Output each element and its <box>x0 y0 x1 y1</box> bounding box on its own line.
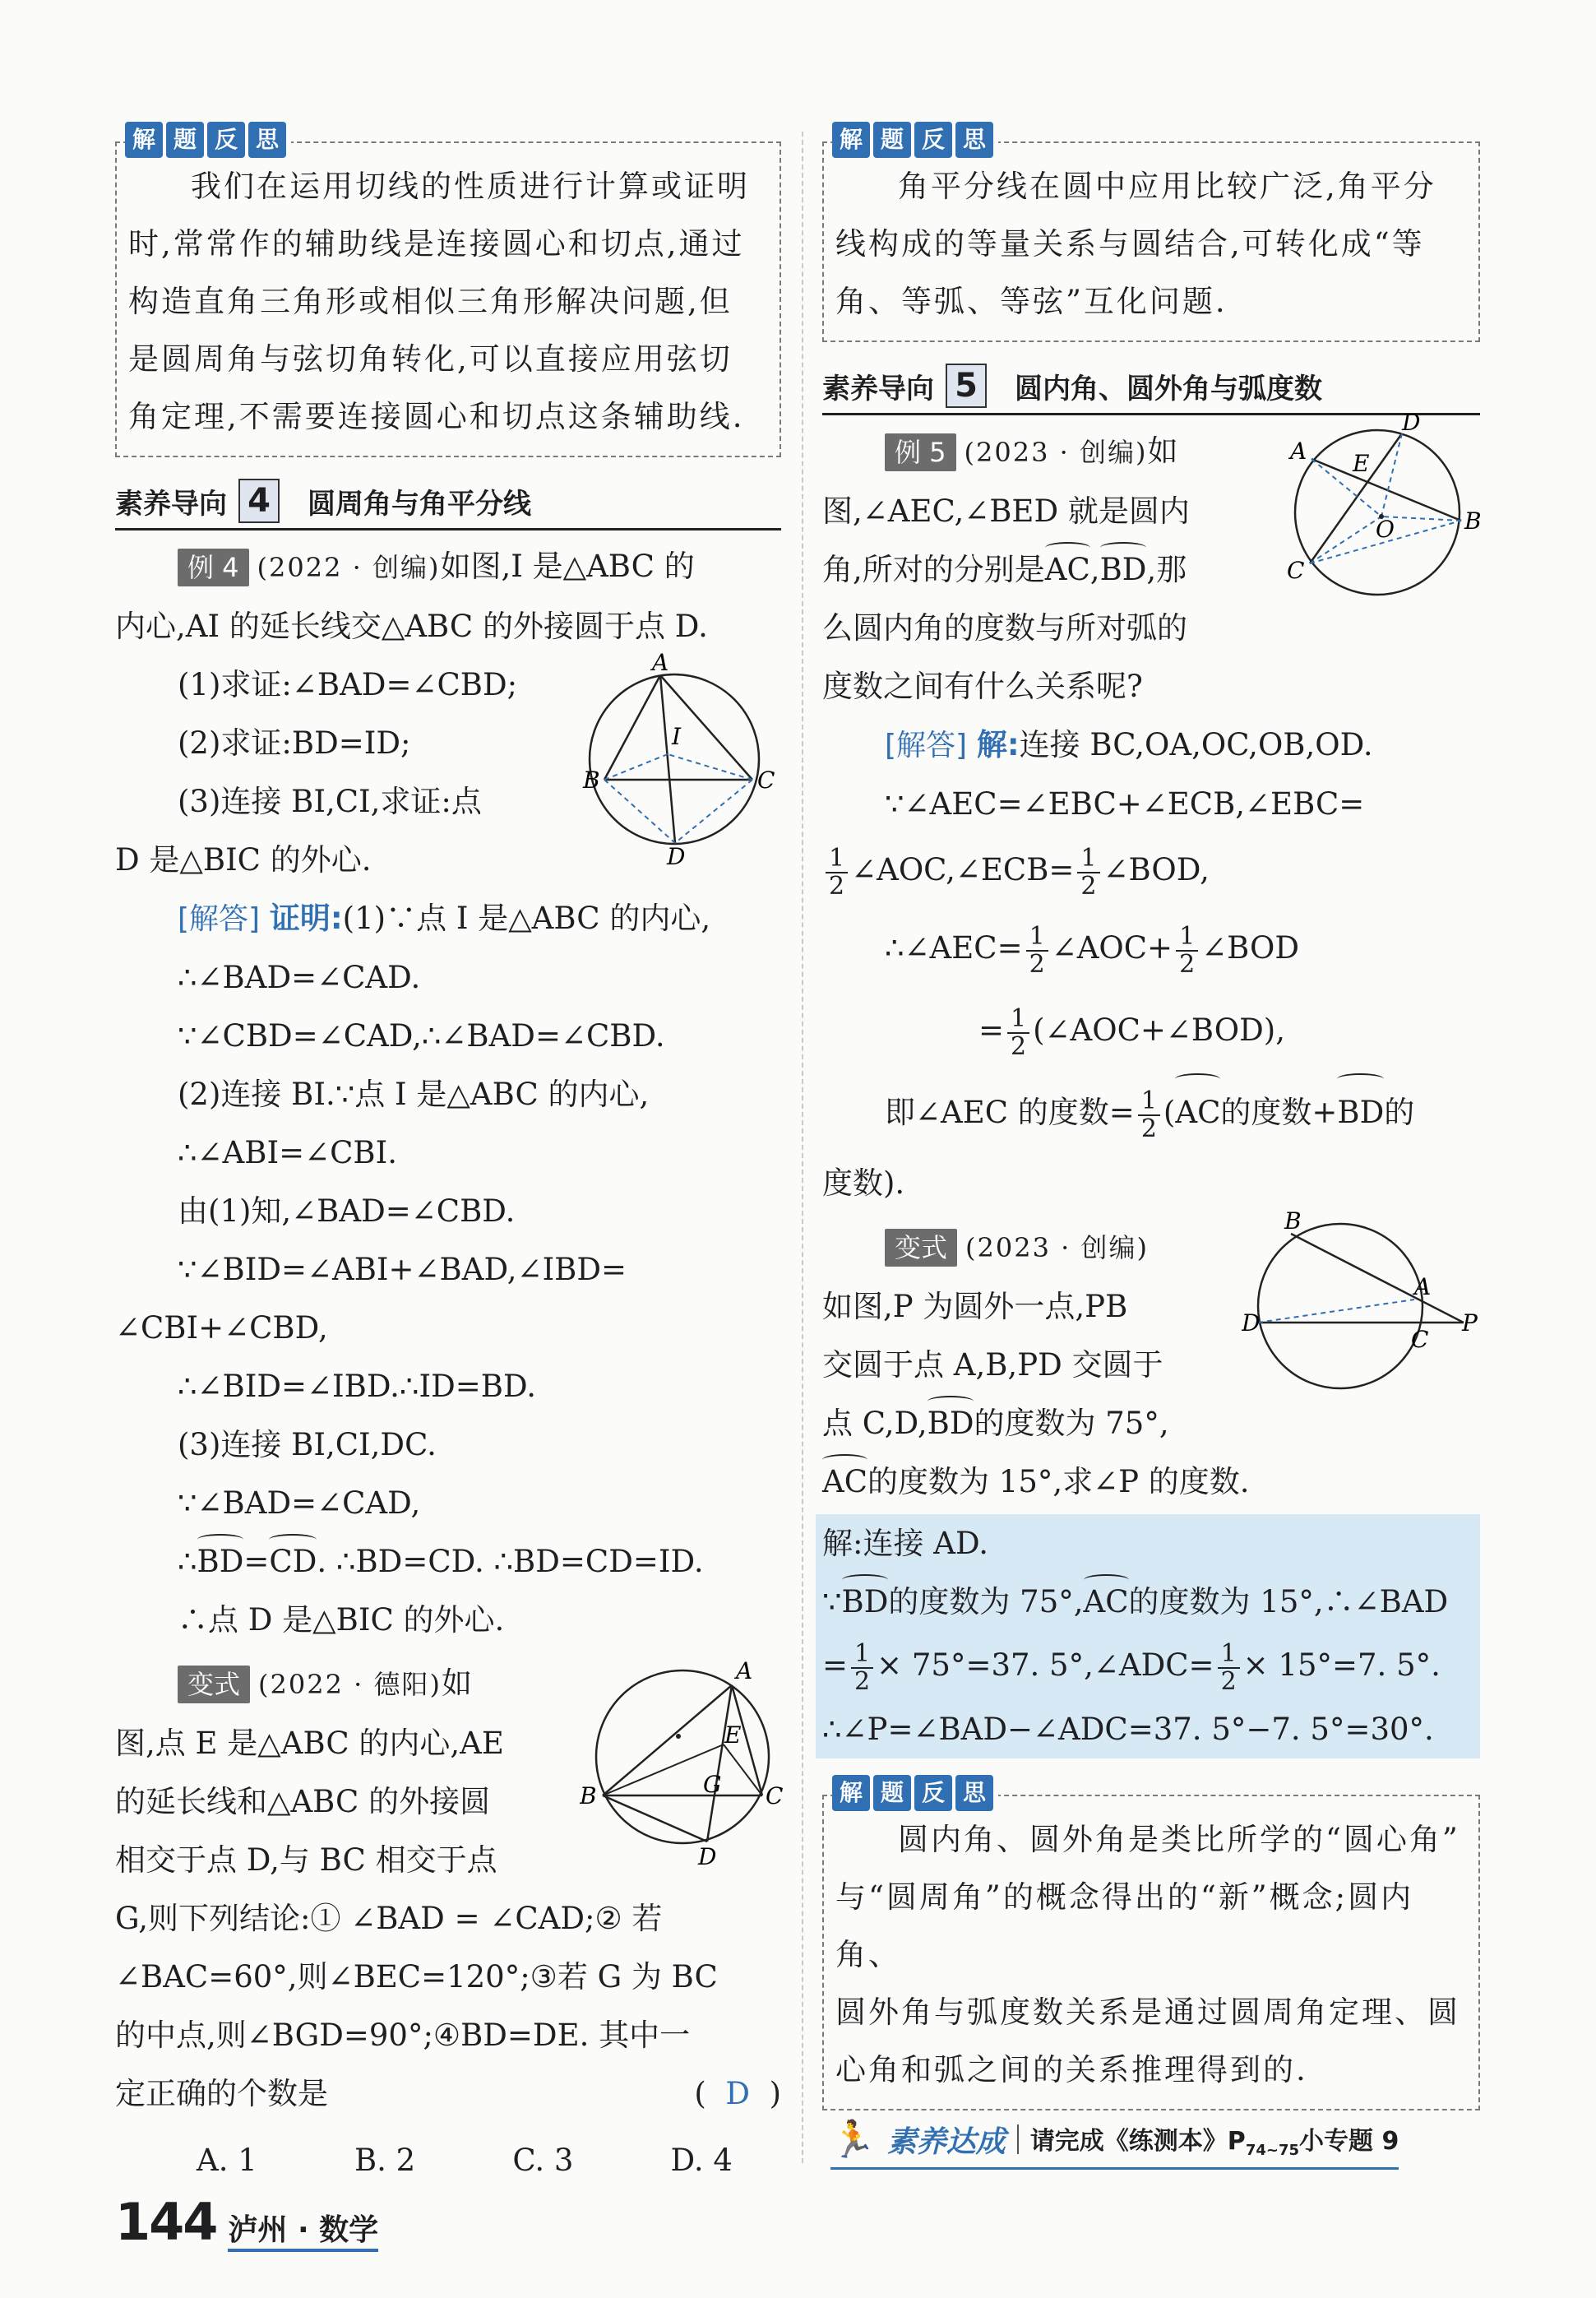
text: ∵ <box>822 1584 842 1619</box>
solution-step: ∴∠P=∠BAD−∠ADC=37. 5°−7. 5°=30°. <box>822 1712 1434 1747</box>
solution-step: ∵∠BID=∠ABI+∠BAD,∠IBD= <box>178 1252 627 1287</box>
label-A: A <box>1414 1273 1432 1300</box>
reflection-line: 心角和弧之间的关系推理得到的. <box>835 2052 1308 2087</box>
reflection-line: 角、等弧、等弦”互化问题. <box>835 284 1228 319</box>
problem-text: 如 <box>1147 433 1178 469</box>
numerator: 1 <box>1077 846 1099 873</box>
numerator: 1 <box>1026 924 1048 952</box>
solution-step: 连接 BC,OA,OC,OB,OD. <box>1019 727 1373 762</box>
solution-step: ∴∠BAD=∠CAD. <box>178 960 421 995</box>
solution-step: 由(1)知,∠BAD=∠CBD. <box>178 1193 516 1229</box>
text: , <box>1089 552 1100 587</box>
label-D: D <box>698 1843 717 1868</box>
variant-tag: 变式 <box>178 1666 250 1703</box>
text: × 75°=37. 5°,∠ADC= <box>877 1647 1214 1683</box>
text: 角,所对的分别是 <box>822 552 1045 587</box>
tag-char: 反 <box>914 122 952 158</box>
answer-line <box>115 889 781 948</box>
variant-tag: 变式 <box>885 1229 957 1267</box>
arc-BD: BD <box>928 1394 974 1452</box>
arc-AC: AC <box>1175 1072 1220 1154</box>
numerator: 1 <box>826 846 848 873</box>
solution-step <box>115 1532 781 1591</box>
fraction-half <box>1007 1003 1029 1061</box>
page-footer <box>115 2192 378 2252</box>
numerator: 1 <box>1007 1006 1029 1034</box>
label-G: G <box>703 1771 722 1798</box>
arc-AC: AC <box>1084 1573 1129 1631</box>
numerator: 1 <box>1176 924 1198 952</box>
arc-AC: AC <box>1045 540 1090 599</box>
reflection-box-3 <box>822 1779 1480 2110</box>
figure-ex4 <box>571 652 777 869</box>
page-range: 74~75 <box>1245 2141 1299 2159</box>
solution-step: ∠CBI+∠CBD, <box>115 1310 328 1346</box>
label-C: C <box>757 767 775 794</box>
tag-char: 思 <box>955 1775 993 1811</box>
solution-step: ∵∠AEC=∠EBC+∠ECB,∠EBC= <box>885 786 1365 822</box>
text: ∠BOD, <box>1103 852 1210 887</box>
text: = <box>822 1647 849 1683</box>
choices <box>115 2136 781 2185</box>
label-A: A <box>1290 438 1307 465</box>
example-source: (2023 · 创编) <box>964 437 1148 468</box>
solution-step <box>822 1072 1480 1154</box>
solution-step: ∴∠BID=∠IBD.∴ID=BD. <box>178 1369 537 1404</box>
runner-icon: 🏃 <box>830 2119 876 2161</box>
reflection-line: 时,常常作的辅助线是连接圆心和切点,通过 <box>128 226 745 262</box>
label-C: C <box>1411 1326 1429 1353</box>
problem-text: 交圆于点 A,B,PD 交圆于 <box>822 1347 1163 1383</box>
arc-CD: CD <box>269 1532 317 1591</box>
figure-ex5 <box>1279 414 1480 623</box>
solution-step <box>822 1573 1480 1631</box>
choice-D: D. 4 <box>670 2143 733 2178</box>
reflection-line: 角平分线在圆中应用比较广泛,角平分 <box>898 169 1436 204</box>
text: 点 C,D, <box>822 1406 928 1441</box>
label-D: D <box>667 843 686 866</box>
label-B: B <box>580 1782 597 1809</box>
reflection-line: 角定理,不需要连接圆心和切点这条辅助线. <box>128 399 745 434</box>
text: 的度数为 15°,求∠P 的度数. <box>867 1464 1250 1499</box>
text: 即∠AEC 的度数= <box>885 1095 1135 1130</box>
arc-BD: BD <box>197 1532 244 1591</box>
solution-step: ∵∠CBD=∠CAD,∴∠BAD=∠CBD. <box>178 1018 665 1054</box>
example-tag: 例 5 <box>885 433 956 471</box>
denominator: 2 <box>854 1666 871 1696</box>
choice-C: C. 3 <box>512 2143 574 2178</box>
label-P: P <box>1462 1309 1478 1337</box>
fraction-half <box>826 843 848 901</box>
label-I: I <box>672 723 682 750</box>
text: 的 <box>1384 1095 1415 1130</box>
text: 的度数+ <box>1220 1095 1338 1130</box>
fraction-half <box>851 1638 873 1696</box>
answer-tag: [解答] <box>178 902 261 936</box>
section-heading-5 <box>822 364 1480 415</box>
label-D: D <box>1402 414 1421 436</box>
arc-BD: BD <box>842 1573 889 1631</box>
section-heading-4 <box>115 479 781 530</box>
text: 的度数为 15°,∴∠BAD <box>1128 1584 1449 1619</box>
text: 的度数为 75°, <box>974 1406 1169 1441</box>
text: ∴ <box>178 1544 197 1579</box>
solution-step: (2)连接 BI.∵点 I 是△ABC 的内心, <box>178 1077 650 1112</box>
numerator: 1 <box>1218 1641 1240 1669</box>
banner-label: 素养达成 <box>886 2124 1006 2159</box>
choice-A: A. 1 <box>197 2143 257 2178</box>
solution-step <box>822 907 1480 989</box>
answer-line <box>822 716 1480 775</box>
right-column <box>822 123 1480 2110</box>
tag-char: 思 <box>248 122 286 158</box>
reflection-line: 线构成的等量关系与圆结合,可转化成“等 <box>835 226 1425 262</box>
solution-step: ∵∠BAD=∠CAD, <box>178 1485 421 1521</box>
solution-box <box>816 1514 1480 1758</box>
tag-char: 思 <box>955 122 993 158</box>
fraction-half <box>1077 843 1099 901</box>
denominator: 2 <box>1179 949 1196 979</box>
answer-tag: [解答] <box>885 729 968 762</box>
tag-char: 题 <box>873 1775 911 1811</box>
tag-char: 题 <box>873 122 911 158</box>
reflection-tag <box>832 122 998 158</box>
tag-char: 反 <box>207 122 245 158</box>
example-source: (2022 · 创编) <box>257 552 441 583</box>
question-3: (3)连接 BI,CI,求证:点 <box>178 784 482 819</box>
text: ∴∠AEC= <box>885 930 1023 966</box>
label-B: B <box>583 767 600 794</box>
solution-step <box>822 833 1480 907</box>
label-A: A <box>652 652 669 676</box>
question-1: (1)求证:∠BAD=∠CBD; <box>178 667 518 702</box>
solution-step <box>822 1631 1480 1700</box>
reflection-line: 我们在运用切线的性质进行计算或证明 <box>191 169 750 204</box>
solution-step: ∴∠ABI=∠CBI. <box>178 1135 397 1170</box>
problem-text: 的中点,则∠BGD=90°;④BD=DE. 其中一 <box>115 2018 691 2053</box>
problem-text: 如图,P 为圆外一点,PB <box>822 1289 1128 1324</box>
fraction-half <box>1176 921 1198 979</box>
label-E: E <box>1353 450 1370 477</box>
arc-BD: BD <box>1100 540 1147 599</box>
label-B: B <box>1464 507 1480 535</box>
denominator: 2 <box>829 871 845 901</box>
problem-text: G,则下列结论:① ∠BAD = ∠CAD;② 若 <box>115 1901 663 1936</box>
reflection-line: 圆内角、圆外角是类比所学的“圆心角” <box>898 1822 1460 1857</box>
text: × 15°=7. 5°. <box>1242 1647 1441 1683</box>
text: ∠AOC+ <box>1051 930 1173 966</box>
variant-source: (2022 · 德阳) <box>258 1669 442 1700</box>
reflection-line: 与“圆周角”的概念得出的“新”概念;圆内角、 <box>835 1879 1414 1972</box>
problem-text: 相交于点 D,与 BC 相交于点 <box>115 1842 497 1878</box>
answer-head: 证明: <box>269 901 343 936</box>
practice-banner <box>830 2118 1399 2170</box>
label-O: O <box>1376 516 1395 543</box>
problem-text: 如 <box>441 1666 472 1701</box>
reflection-line: 圆外角与弧度数关系是通过圆周角定理、圆 <box>835 1995 1460 2030</box>
denominator: 2 <box>1140 1114 1157 1143</box>
text: (∠AOC+∠BOD), <box>1033 1012 1285 1048</box>
fraction-half <box>1026 921 1048 979</box>
reflection-line: 是圆周角与弦切角转化,可以直接应用弦切 <box>128 341 733 377</box>
label-C: C <box>1287 557 1305 584</box>
example-4 <box>115 537 781 1649</box>
circumcircle <box>596 1670 769 1843</box>
question-2: (2)求证:BD=ID; <box>178 725 411 761</box>
text: ∠BOD <box>1201 930 1300 966</box>
variant-5 <box>822 1209 1480 1758</box>
question-3-cont: D 是△BIC 的外心. <box>115 842 372 878</box>
left-column <box>115 123 784 2185</box>
solution-step: 度数). <box>822 1165 905 1201</box>
text: ∠AOC,∠ECB= <box>851 852 1075 887</box>
answer-head: 解: <box>976 727 1020 762</box>
tag-char: 题 <box>166 122 204 158</box>
denominator: 2 <box>1011 1031 1027 1061</box>
column-divider <box>802 132 803 2163</box>
reflection-tag <box>125 122 291 158</box>
numerator: 1 <box>851 1641 873 1669</box>
reflection-tag <box>832 1775 998 1811</box>
label-E: E <box>724 1721 742 1749</box>
answer-value: D <box>725 2076 751 2111</box>
problem-text: 图,点 E 是△ABC 的内心,AE <box>115 1726 504 1761</box>
problem-text: 度数之间有什么关系呢? <box>822 669 1143 704</box>
denominator: 2 <box>1029 949 1045 979</box>
text: 请完成《练测本》P <box>1029 2126 1246 2156</box>
solution-step: (1)∵点 I 是△ABC 的内心, <box>342 901 711 936</box>
label-A: A <box>736 1657 753 1684</box>
book-title: 泸州 · 数学 <box>228 2207 378 2252</box>
paren-close: ) <box>769 2076 781 2111</box>
numerator: 1 <box>1138 1088 1160 1116</box>
label-C: C <box>766 1782 784 1809</box>
section-label: 素养导向 <box>115 487 227 521</box>
reflection-box-2 <box>822 126 1480 342</box>
problem-text: 图,∠AEC,∠BED 就是圆内 <box>822 493 1190 529</box>
problem-text: 如图,I 是△ABC 的 <box>440 549 695 584</box>
section-title: 圆周角与角平分线 <box>308 487 531 521</box>
tag-char: 解 <box>832 122 870 158</box>
section-number: 4 <box>238 479 280 523</box>
solution-step: (3)连接 BI,CI,DC. <box>178 1427 437 1462</box>
problem-text <box>822 1452 1480 1511</box>
variant-4 <box>115 1654 784 2185</box>
text: . ∴BD=CD. ∴BD=CD=ID. <box>317 1544 704 1579</box>
text: 的度数为 75°, <box>888 1584 1084 1619</box>
tag-char: 解 <box>125 122 163 158</box>
label-D: D <box>1242 1309 1261 1337</box>
problem-text: ∠BAC=60°,则∠BEC=120°;③若 G 为 BC <box>115 1959 718 1995</box>
denominator: 2 <box>1080 871 1097 901</box>
text: = <box>978 1012 1005 1048</box>
reflection-line: 构造直角三角形或相似三角形解决问题,但 <box>128 284 733 319</box>
problem-text: 的延长线和△ABC 的外接圆 <box>115 1784 491 1819</box>
denominator: 2 <box>1220 1666 1237 1696</box>
choice-B: B. 2 <box>354 2143 416 2178</box>
paren-open: ( <box>694 2076 706 2111</box>
label-B: B <box>1284 1209 1302 1235</box>
fraction-half <box>1138 1088 1160 1142</box>
solution-step: ∴点 D 是△BIC 的外心. <box>178 1602 505 1638</box>
example-5 <box>822 414 1480 1212</box>
tag-char: 解 <box>832 1775 870 1811</box>
arc-BD: BD <box>1337 1072 1384 1154</box>
section-number: 5 <box>946 364 987 408</box>
banner-request <box>1030 2120 1399 2159</box>
problem-text-last <box>115 2064 781 2123</box>
answer-paren <box>694 2064 781 2123</box>
problem-text: 内心,AI 的延长线交△ABC 的外接圆于点 D. <box>115 609 708 644</box>
figure-var5 <box>1242 1209 1480 1410</box>
example-header <box>115 537 781 597</box>
fraction-half <box>1218 1638 1240 1696</box>
solution-step: 解:连接 AD. <box>822 1526 989 1561</box>
page-number: 144 <box>115 2192 217 2252</box>
text: 小专题 9 <box>1299 2126 1399 2156</box>
tag-char: 反 <box>914 1775 952 1811</box>
divider <box>1017 2124 1019 2154</box>
variant-source: (2023 · 创编) <box>965 1232 1149 1263</box>
figure-var4 <box>580 1654 785 1871</box>
solution-step <box>822 989 1480 1072</box>
text: ( <box>1163 1095 1176 1130</box>
text: = <box>243 1544 270 1579</box>
problem-text: 么圆内角的度数与所对弧的 <box>822 610 1187 646</box>
section-title: 圆内角、圆外角与弧度数 <box>1015 372 1322 405</box>
arc-AC: AC <box>822 1452 867 1511</box>
section-label: 素养导向 <box>822 372 934 405</box>
problem-text: 定正确的个数是 <box>115 2076 328 2111</box>
circle <box>1258 1224 1423 1388</box>
example-tag: 例 4 <box>178 549 249 586</box>
text: ,那 <box>1146 552 1187 587</box>
reflection-box-1 <box>115 126 781 457</box>
